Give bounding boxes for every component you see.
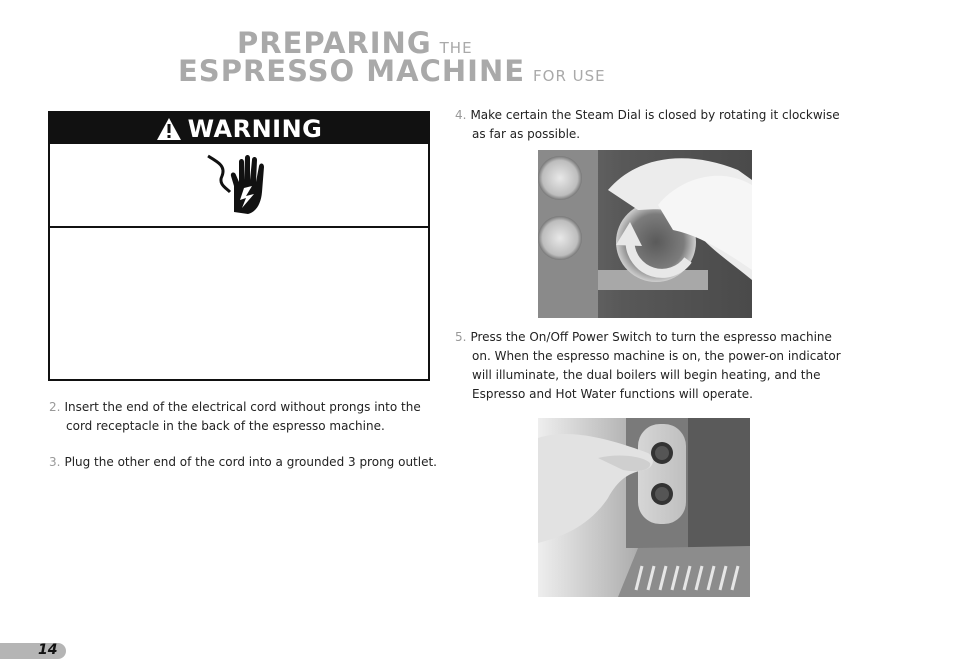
page-title [0,0,954,90]
step-5 [455,328,845,404]
step-text-line: Press the On/Off Power Switch to turn the espresso machine [470,330,832,344]
title-line-2 [178,54,606,88]
step-number: 4. [455,108,467,122]
step-text-line: cord receptacle in the back of the espresso machine. [66,419,385,433]
step-2 [49,398,429,436]
title-preparing: PREPARING [237,26,432,60]
warning-box [48,111,430,381]
title-for-use: FOR USE [533,67,606,85]
step-text-line: on. When the espresso machine is on, the power-on indicator [472,349,841,363]
steam-dial-photo [538,150,752,318]
warning-header [50,113,428,144]
title-the: THE [439,39,473,57]
warning-triangle-icon [156,117,182,141]
electrical-shock-hand-icon [204,152,274,218]
step-text-line: Espresso and Hot Water functions will operate. [472,387,753,401]
step-text-line: as far as possible. [472,127,581,141]
power-switch-photo [538,418,750,597]
step-text-line: Plug the other end of the cord into a grounded 3 prong outlet. [64,455,437,469]
step-number: 2. [49,400,61,414]
page-number: 14 [38,642,58,658]
step-3 [49,453,439,472]
warning-icon-row [50,144,428,228]
warning-body [50,228,428,377]
step-text-line: Make certain the Steam Dial is closed by rotating it clockwise [470,108,840,122]
title-espresso-machine: ESPRESSO MACHINE [178,54,526,88]
step-4 [455,106,845,144]
step-number: 3. [49,455,61,469]
step-number: 5. [455,330,467,344]
step-text-line: will illuminate, the dual boilers will begin heating, and the [472,368,821,382]
warning-label: WARNING [187,114,323,143]
step-text-line: Insert the end of the electrical cord without prongs into the [64,400,421,414]
